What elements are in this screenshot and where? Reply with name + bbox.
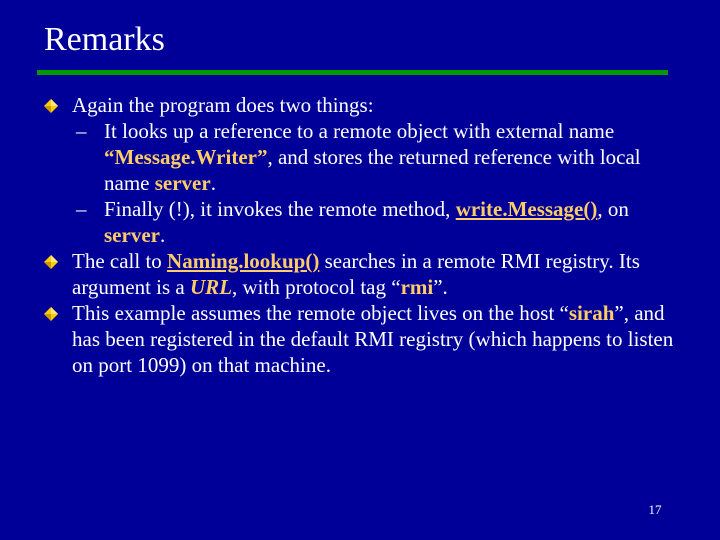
- bullet-item: [44, 248, 684, 300]
- sub-bullet-text: Finally (!), it invokes the remote method,: [104, 197, 456, 221]
- highlight-text: server: [154, 171, 211, 195]
- bullet-text: , with protocol tag “: [232, 275, 401, 299]
- bullet-text: The call to: [72, 249, 168, 273]
- sub-bullet-text: , on: [597, 197, 629, 221]
- highlight-text: server: [104, 223, 160, 247]
- highlight-text: Naming.lookup(): [167, 249, 320, 273]
- diamond-bullet-icon: [44, 307, 58, 321]
- sub-bullet-item: [76, 118, 684, 196]
- sub-bullet-item: [76, 196, 684, 248]
- bullet-item: [44, 92, 684, 118]
- sub-bullet-text: , and stores the returned reference with local name: [104, 145, 641, 195]
- bullet-text: This example assumes the remote object lives on the host “: [72, 301, 569, 325]
- diamond-bullet-icon: [44, 99, 58, 113]
- highlight-text: sirah: [568, 301, 615, 325]
- bullet-text: Again the program does two things:: [72, 93, 374, 117]
- highlight-text: “Message.Writer”: [104, 145, 268, 169]
- slide-body: [44, 92, 684, 378]
- bullet-item: [44, 300, 684, 378]
- bullet-text: ”, and has been registered in the default RMI registry (which happens to listen on port 1099) on that machine.: [72, 301, 674, 377]
- bullet-text: searches in a remote RMI registry. Its argument is a: [72, 249, 640, 299]
- highlight-text: rmi: [400, 275, 434, 299]
- title-divider: [37, 70, 668, 75]
- sub-bullet-text: .: [159, 223, 166, 247]
- highlight-text: write.Message(): [455, 197, 598, 221]
- page-number: 17: [648, 502, 662, 517]
- diamond-bullet-icon: [44, 255, 58, 269]
- slide-title: Remarks: [44, 21, 165, 58]
- sub-bullet-text: .: [210, 171, 216, 195]
- dash-marker: –: [76, 119, 87, 143]
- highlight-text: URL: [190, 275, 233, 299]
- dash-marker: –: [76, 197, 87, 221]
- sub-bullet-text: It looks up a reference to a remote object with external name: [104, 119, 615, 143]
- bullet-text: ”.: [433, 275, 448, 299]
